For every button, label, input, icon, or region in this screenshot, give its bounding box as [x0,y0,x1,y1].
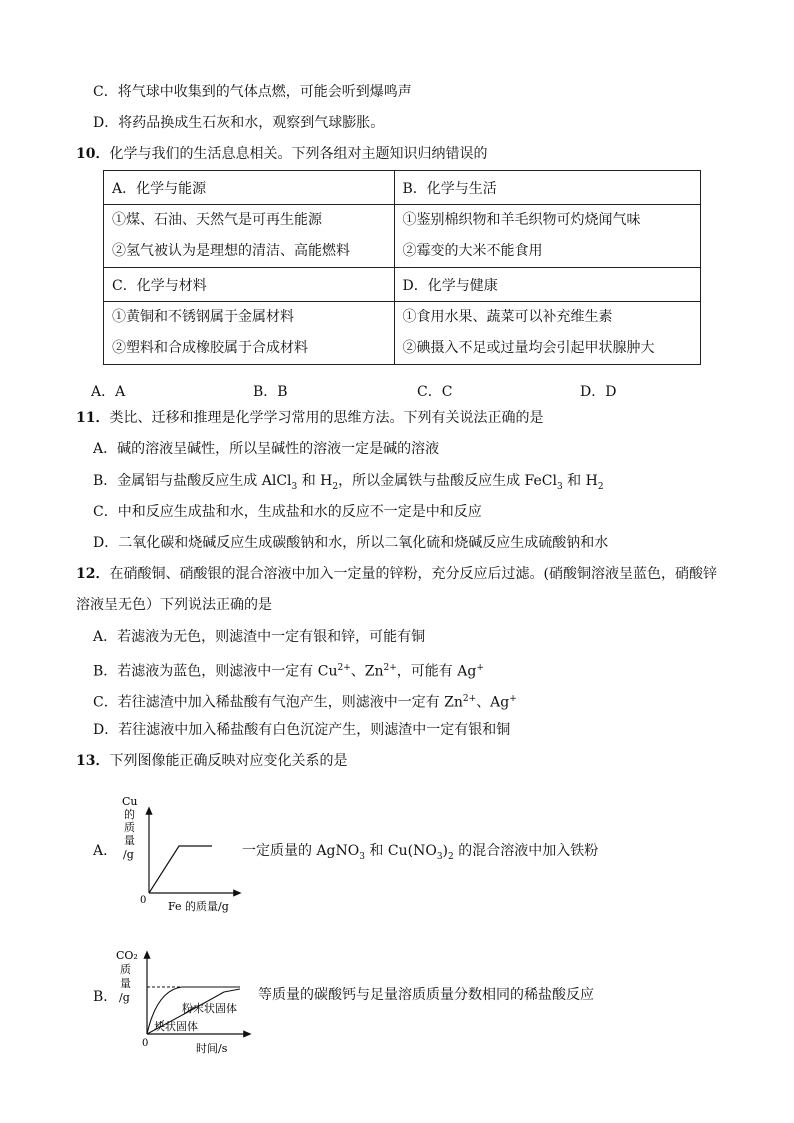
y-label-4: 量 [124,834,135,847]
question-text: 下列图像能正确反映对应变化关系的是 [109,753,348,769]
question-number: 11． [76,410,110,426]
label-block: 块状固体 [154,1020,198,1033]
y-label-5: /g [123,848,134,861]
cell-c-item-2: ②塑料和合成橡胶属于合成材料 [112,340,308,356]
cu-mass-line [149,846,212,893]
question-number: 10． [76,146,110,162]
cell-d-item-1: ①食用水果、蔬菜可以补充维生素 [402,309,613,325]
q10-option-c: C．C [417,384,453,400]
cell-b-body [394,205,700,268]
y-label-1: CO₂ [116,949,138,962]
q12-option-b: B．若滤液为蓝色，则滤液中一定有 $Cu^{2+}$、$Zn^{2+}$，可能有 Ag+ [93,663,484,680]
y-label-4: /g [119,991,130,1004]
q11-stem [76,409,543,427]
cell-a-head: A．化学与能源 [104,171,395,205]
cell-b-head: B．化学与生活 [394,171,700,205]
cell-d-head: D．化学与健康 [394,268,700,302]
q13-option-b-letter: B． [93,989,118,1005]
q9-option-d: D．将药品换成生石灰和水，观察到气球膨胀。 [93,115,385,131]
cell-c-item-1: ①黄铜和不锈钢属于金属材料 [112,309,294,325]
y-label-3: 质 [124,821,135,834]
question-number: 13． [76,753,110,769]
q9-option-c: C．将气球中收集到的气体点燃，可能会听到爆鸣声 [93,84,412,100]
question-number: 12． [76,566,110,582]
q13-option-a-letter: A． [93,843,118,859]
origin-label: 0 [142,1038,149,1049]
q12-option-d: D．若往滤液中加入稀盐酸有白色沉淀产生，则滤渣中一定有银和铜 [93,722,511,738]
q10-stem [76,145,487,163]
y-label-1: Cu [122,795,138,808]
cell-d-item-2: ②碘摄入不足或过量均会引起甲状腺肿大 [402,340,655,356]
q12-stem-line-2: 溶液呈无色）下列说法正确的是 [76,597,272,613]
cell-a-item-2: ②氢气被认为是理想的清洁、高能燃料 [112,243,350,259]
cell-b-item-1: ①鉴别棉织物和羊毛织物可灼烧闻气味 [402,212,641,228]
cell-a-item-1: ①煤、石油、天然气是可再生能源 [112,212,322,228]
x-axis-label: Fe 的质量/g [168,900,229,913]
cell-c-body [104,302,395,365]
q10-option-b: B．B [253,384,288,400]
cell-b-item-2: ②霉变的大米不能食用 [402,243,543,259]
q13-graph-b [112,942,262,1062]
origin-label: 0 [140,895,147,906]
q10-topic-table [103,170,701,365]
cell-d-body [394,302,700,365]
cell-a-body [104,205,395,268]
y-label-3: 量 [120,977,131,990]
label-powder: 粉末状固体 [182,1002,237,1015]
x-axis-label: 时间/s [196,1042,228,1055]
q13-graph-a [116,790,246,915]
q10-option-a: A．A [91,384,126,400]
q11-option-a: A．碱的溶液呈碱性，所以呈碱性的溶液一定是碱的溶液 [93,441,440,457]
q10-option-d: D．D [580,384,617,400]
q12-option-a: A．若滤液为无色，则滤渣中一定有银和锌，可能有铜 [93,629,426,645]
q12-option-c: C．若往滤渣中加入稀盐酸有气泡产生，则滤液中一定有 $Zn^{2+}$、Ag+ [93,694,517,711]
cell-c-head: C．化学与材料 [104,268,395,302]
question-text: 类比、迁移和推理是化学学习常用的思维方法。下列有关说法正确的是 [109,410,544,426]
question-text: 化学与我们的生活息息相关。下列各组对主题知识归纳错误的 [109,146,488,162]
q13-option-b-desc: 等质量的碳酸钙与足量溶质质量分数相同的稀盐酸反应 [258,987,594,1003]
q13-option-a-desc: 一定质量的 AgNO$_3$ 和 $Cu(NO_3)_2$ 的混合溶液中加入铁粉 [242,843,599,862]
y-label-2: 质 [120,963,131,976]
y-label-2: 的 [124,808,135,821]
q12-stem-line-1 [76,565,717,583]
q11-option-d: D．二氧化碳和烧碱反应生成碳酸钠和水，所以二氧化硫和烧碱反应生成硫酸钠和水 [93,535,609,551]
q13-stem [76,752,347,770]
question-text: 在硝酸铜、硝酸银的混合溶液中加入一定量的锌粉，充分反应后过滤。(硝酸铜溶液呈蓝色，硝酸锌 [109,566,717,582]
q11-option-c: C．中和反应生成盐和水，生成盐和水的反应不一定是中和反应 [93,504,482,520]
q11-option-b: B．金属铝与盐酸反应生成 AlCl$_3$ 和 $H_2$，所以金属铁与盐酸反应生成 FeCl$_3$ 和 $H_2$ [93,473,604,492]
